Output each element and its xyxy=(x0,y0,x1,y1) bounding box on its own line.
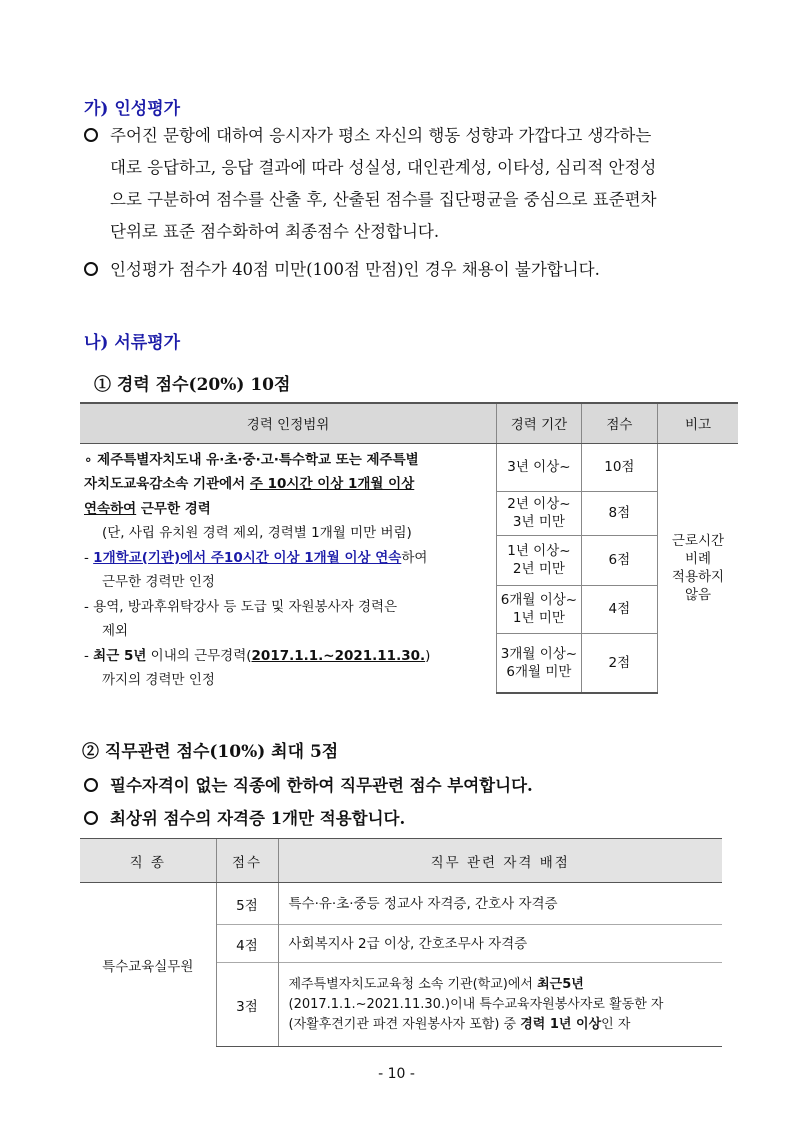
section-heading-personality: 가) 인성평가 xyxy=(84,99,181,119)
score-cell: 8점 xyxy=(581,491,657,535)
text-line: 필수자격이 없는 직종에 한하여 직무관련 점수 부여합니다. xyxy=(110,776,533,795)
qualification-cell: 제주특별자치도교육청 소속 기관(학교)에서 최근5년 (2017.1.1.~2021.11.30.)이내 특수교육자원봉사자로 활동한 자 (자활후견기관 파견 자원봉사자 포함) 중 경력 1년 이상인 자 xyxy=(278,963,722,1047)
header-score: 점수 xyxy=(581,403,657,443)
text-line: 주어진 문항에 대하여 응시자가 평소 자신의 행동 성향과 가깝다고 생각하는 xyxy=(110,126,652,145)
period-cell: 3개월 이상~ 6개월 미만 xyxy=(497,633,582,693)
table-header-row xyxy=(80,403,738,443)
text-line: 으로 구분하여 점수를 산출 후, 산출된 점수를 집단평균을 중심으로 표준편차 xyxy=(110,190,657,209)
job-score-bullet-2 xyxy=(84,803,724,835)
period-cell: 1년 이상~ 2년 미만 xyxy=(497,535,582,585)
career-score-title: ① 경력 점수(20%) 10점 xyxy=(94,375,291,395)
score-cell: 2점 xyxy=(581,633,657,693)
job-score-bullet-1 xyxy=(84,770,724,802)
job-cell: 특수교육실무원 xyxy=(80,883,216,1047)
header-job: 직 종 xyxy=(80,839,216,883)
period-cell: 3년 이상~ xyxy=(497,443,582,491)
period-cell: 2년 이상~ 3년 미만 xyxy=(497,491,582,535)
job-score-title: ② 직무관련 점수(10%) 최대 5점 xyxy=(82,742,339,762)
section-heading-documents: 나) 서류평가 xyxy=(84,333,181,353)
circle-bullet-icon xyxy=(84,128,98,142)
qualification-cell: 특수·유·초·중등 정교사 자격증, 간호사 자격증 xyxy=(278,883,722,925)
text-line: 단위로 표준 점수화하여 최종점수 산정합니다. xyxy=(110,222,440,241)
score-cell: 10점 xyxy=(581,443,657,491)
text-line: 최상위 점수의 자격증 1개만 적용합니다. xyxy=(110,809,406,828)
header-scope: 경력 인정범위 xyxy=(80,403,497,443)
score-cell: 4점 xyxy=(581,585,657,633)
note-cell: 근로시간 비례 적용하지 않음 xyxy=(658,443,738,693)
personality-paragraph-1 xyxy=(84,120,724,250)
score-cell: 5점 xyxy=(216,883,278,925)
header-note: 비고 xyxy=(658,403,738,443)
table-row xyxy=(80,883,722,925)
career-score-table xyxy=(80,402,738,694)
score-cell: 6점 xyxy=(581,535,657,585)
table-row xyxy=(80,443,738,491)
page-number: - 10 - xyxy=(378,1066,415,1082)
qualification-cell: 사회복지사 2급 이상, 간호조무사 자격증 xyxy=(278,925,722,963)
score-cell: 4점 xyxy=(216,925,278,963)
job-related-score-table xyxy=(80,838,722,1047)
table-header-row xyxy=(80,839,722,883)
header-score: 점수 xyxy=(216,839,278,883)
header-qualification: 직무 관련 자격 배점 xyxy=(278,839,722,883)
period-cell: 6개월 이상~ 1년 미만 xyxy=(497,585,582,633)
circle-bullet-icon xyxy=(84,262,98,276)
score-cell: 3점 xyxy=(216,963,278,1047)
circle-bullet-icon xyxy=(84,778,98,792)
personality-paragraph-2 xyxy=(84,254,724,286)
career-scope-cell: ∘ 제주특별자치도내 유·초·중·고·특수학교 또는 제주특별 자치도교육감소속 기관에서 주 10시간 이상 1개월 이상 연속하여 근무한 경력 (단, 사립 유치원 경력 제외, 경력별 1개월 미만 버림) - 1개학교(기관)에서 주10시간 이상 1개월 이상 연속하여 근무한 경력만 인정 - 용역, 방과후위탁강사 등 도급 및 자원봉사자 경력은 제외 - 최근 5년 이내의 근무경력(2017.1.1.~2021.11.30.) 까지의 경력만 인정 xyxy=(80,443,497,693)
text-line: 대로 응답하고, 응답 결과에 따라 성실성, 대인관계성, 이타성, 심리적 안정성 xyxy=(110,158,657,177)
circle-bullet-icon xyxy=(84,811,98,825)
header-period: 경력 기간 xyxy=(497,403,582,443)
text-line: 인성평가 점수가 40점 미만(100점 만점)인 경우 채용이 불가합니다. xyxy=(110,260,600,279)
